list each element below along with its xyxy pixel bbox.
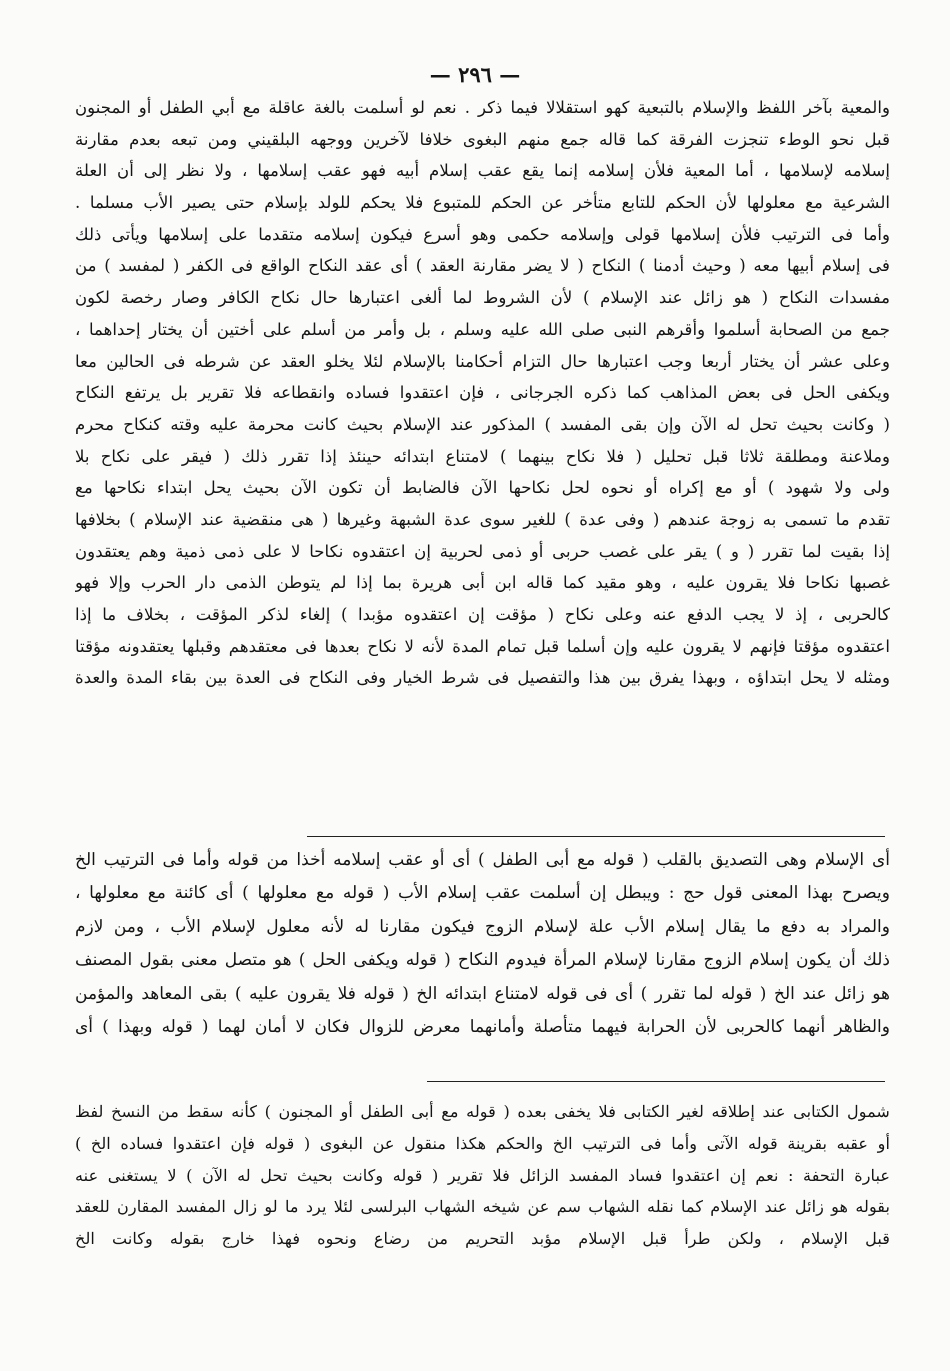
text-line: تقدم ما تسمى به زوجة عندهم ( وفى عدة ) للغير سوى عدة الشبهة وغيرها ( هى منقضية عند الإسلام ) بخلافها xyxy=(75,509,890,529)
text-line: عبارة التحفة : نعم إن اعتقدوا فساد المفسد الزائل فلا تقرير ( قوله وكانت بحيث تحل له الآن ) لا يستغنى عنه xyxy=(75,1165,890,1185)
text-line: ويصرح بهذا المعنى قول حج : ويبطل إن أسلمت عقب إسلام الأب ( قوله مع معلولها ) أى كائنة مع معلولها ، xyxy=(75,883,890,904)
text-line: قبل الإسلام ، ولكن طرأ قبل الإسلام مؤبد التحريم من رضاع ونحوه فهذا خارج بقوله وكانت الخ xyxy=(75,1229,890,1249)
text-line: الشرعية مع معلولها لأن الحكم للتابع متأخر عن الحكم للمتبوع فلا يحكم للولد بإسلام حتى يصير الأب مسلما . xyxy=(75,193,890,213)
text-line: ومثله لا يحل ابتداؤه ، وبهذا يفرق بين هذا والتفصيل فى شرط الخيار وفى النكاح فى العدة بين بقاء المدة والعدة xyxy=(75,668,890,688)
text-line: والمعية بآخر اللفظ والإسلام بالتبعية كهو استقلالا فيما ذكر . نعم لو أسلمت بالغة عاقلة مع أبي الطفل أو المجنون xyxy=(75,98,890,117)
text-line: شمول الكتابى عند إطلاقه لغير الكتابى فلا يخفى بعده ( قوله مع أبى الطفل أو المجنون ) كأنه سقط من النسخ لفظ xyxy=(75,1102,890,1121)
commentary-block-2 xyxy=(75,1096,890,1255)
text-line: غصبها نكاحا فلا يقرون عليه ، وهو مقيد كما قاله ابن أبى هريرة بما إذا لم يتوطن الذمى دار الحرب وإلا فهو xyxy=(75,573,890,593)
section-divider xyxy=(307,836,885,837)
text-line: ( وكانت بحيث تحل له الآن وإن بقى المفسد ) المذكور عند الإسلام بحيث كانت محرمة عليه وقته كنكاح محرم xyxy=(75,414,890,434)
text-line: ويكفى الحل فى بعض المذاهب كما ذكره الجرجانى ، فإن اعتقدوا فساده وانقطاعه فلا تقرير بل يرتفع النكاح xyxy=(75,383,890,403)
text-line: أى الإسلام وهى التصديق بالقلب ( قوله مع أبى الطفل ) أى أو عقب إسلامه أخذا من قوله وأما فى الترتيب الخ xyxy=(75,850,890,870)
text-line: فى إسلام أبيها معه ( وحيث أدمنا ) النكاح ( لا يضر مقارنة العقد ) أى عقد النكاح الواقع فى الكفر ( لمفسد ) من xyxy=(75,256,890,276)
text-line: اعتقدوه مؤقتا فإنهم لا يقرون عليه وإن أسلما قبل تمام المدة لأنه لا نكاح بعدها فى معتقدهم وقبلها يعتقدونه مؤقتا xyxy=(75,636,890,656)
text-line: إسلامه لإسلامها ، أما المعية فلأن إسلامه إنما يقع عقب إسلام أبيه فهو عقب إسلامها ، ولا نظر إلى أن العلة xyxy=(75,161,890,181)
text-line: إذا بقيت لما تقرر ( و ) يقر على غصب حربى أو ذمى لحربية إن اعتقدوه نكاحا لا على ذمى ذمية وهم يعتقدون xyxy=(75,541,890,561)
text-line: كالحربى ، إذ لا يجب الدفع عنه وعلى نكاح ( مؤقت إن اعتقدوه مؤبدا ) إلغاء لذكر المؤقت ، بخلاف ما إذا xyxy=(75,605,890,624)
text-line: هو زائل عند الخ ( قوله لما تقرر ) أى فى قوله لامتناع ابتدائه الخ ( قوله فلا يقرون عليه ) بقى المعاهد والمؤمن xyxy=(75,983,890,1004)
text-line: مفسدات النكاح ( هو زائل عند الإسلام ) لأن الشروط لما ألغى اعتبارها حال نكاح الكافر وصار رخصة لكون xyxy=(75,288,890,308)
section-divider xyxy=(427,1081,885,1082)
text-line: وملاعنة ومطلقة ثلاثا قبل تحليل ( فلا نكاح بينهما ) لامتناع ابتدائه حينئذ إذا تقرر ذلك ( فيقر على نكاح بلا xyxy=(75,446,890,466)
text-line: ذلك أن يكون إسلام الزوج مقارنا لإسلام المرأة فيدوم النكاح ( قوله ويكفى الحل ) هو متصل معنى بقول المصنف xyxy=(75,950,890,971)
text-line: بقوله هو زائل عند الإسلام كما نقله الشهاب سم عن شيخه الشهاب البرلسى لئلا يرد ما لو زال المفسد المقارن للعقد xyxy=(75,1197,890,1217)
text-line: والمراد به دفع ما يقال إسلام الأب علة لإسلام الزوج فيكون مقارنا له لأنه معلول لإسلام الأب ، ومن لازم xyxy=(75,916,890,937)
text-line: ولى ولا شهود ) أو مع إكراه أو نحوه لحل نكاحها الآن فالضابط أن تكون الآن بحيث يحل ابتداء نكاحها مع xyxy=(75,478,890,498)
text-line: وعلى عشر أن يختار أربعا وجب اعتبارها حال التزام أحكامنا بالإسلام لئلا يخلو العقد عن شرطه فى الحالين معا xyxy=(75,351,890,371)
text-line: جمع من الصحابة أسلموا وأقرهم النبى صلى الله عليه وسلم ، بل وأمر من أسلم على أختين أن يختار إحداهما ، xyxy=(75,319,890,339)
page-number: — ٢٩٦ — xyxy=(429,62,521,87)
text-line: وأما فى الترتيب فلأن إسلامها قولى وإسلامه حكمى وهو أسرع فيكون إسلامه متقدما على إسلامها ويأتى ذلك xyxy=(75,224,890,244)
main-text xyxy=(75,92,890,694)
commentary-block-1 xyxy=(75,844,890,1044)
text-line: قبل نحو الوطء تنجزت الفرقة كما قاله جمع منهم البغوى خلافا لآخرين ووجهه البلقيني ومن تبعه بعدم مقارنة xyxy=(75,129,890,149)
text-line: أو عقبه بقرينة قوله الآتى وأما فى الترتيب الخ والحكم هكذا منقول عن البغوى ( قوله فإن اعتقدوا فساده الخ ) xyxy=(75,1133,890,1153)
text-line: والظاهر أنهما كالحربى لأن الحرابة فيهما متأصلة وأمانهما معرض للزوال فكان لا أمان لهما ( قوله وبهذا ) أى xyxy=(75,1016,890,1037)
